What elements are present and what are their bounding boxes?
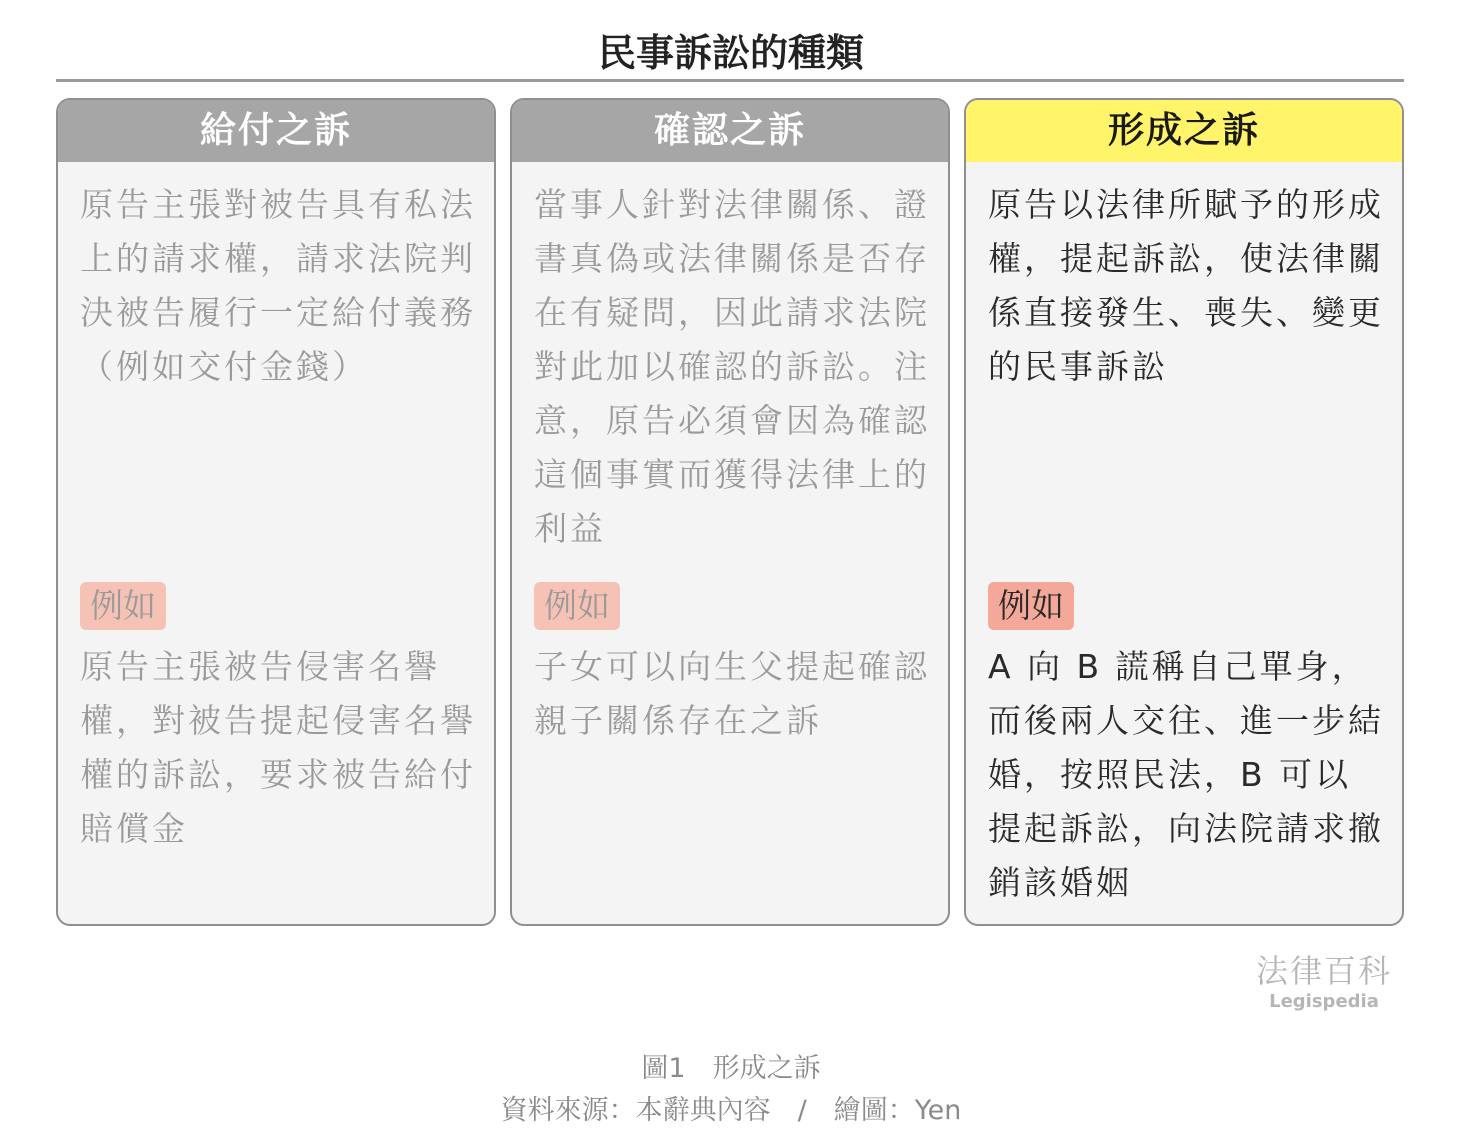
example-tag: 例如 (534, 582, 620, 630)
title-divider (56, 79, 1404, 82)
card-header: 確認之訴 (512, 100, 948, 162)
card-payment-suit (56, 98, 496, 926)
watermark-name: 法律百科 (1255, 952, 1392, 990)
example-tag: 例如 (80, 582, 166, 630)
card-example: 原告主張被告侵害名譽權，對被告提起侵害名譽權的訴訟，要求被告給付賠償金 (80, 647, 476, 848)
page-title: 民事訴訟的種類 (597, 31, 864, 75)
card-formation-suit (964, 98, 1404, 926)
card-header: 形成之訴 (966, 100, 1402, 162)
figure-caption: 圖1 形成之訴 (641, 1053, 821, 1084)
source-credit: 資料來源：本辭典內容 / 繪圖：Yen (500, 1095, 962, 1126)
card-description: 當事人針對法律關係、證書真偽或法律關係是否存在有疑問，因此請求法院對此加以確認的訴訟。注意，原告必須會因為確認這個事實而獲得法律上的利益 (534, 185, 930, 548)
watermark-logo (1256, 952, 1392, 1014)
card-description: 原告以法律所賦予的形成權，提起訴訟，使法律關係直接發生、喪失、變更的民事訴訟 (988, 185, 1384, 386)
card-confirmation-suit (510, 98, 950, 926)
watermark-name-en: Legispedia (1269, 991, 1379, 1012)
example-tag: 例如 (988, 582, 1074, 630)
card-example: 子女可以向生父提起確認親子關係存在之訴 (534, 647, 930, 740)
card-example: A 向 B 謊稱自己單身，而後兩人交往、進一步結婚，按照民法，B 可以提起訴訟，向法院請求撤銷該婚姻 (988, 647, 1384, 902)
card-header: 給付之訴 (58, 100, 494, 162)
card-description: 原告主張對被告具有私法上的請求權，請求法院判決被告履行一定給付義務（例如交付金錢） (80, 185, 476, 386)
